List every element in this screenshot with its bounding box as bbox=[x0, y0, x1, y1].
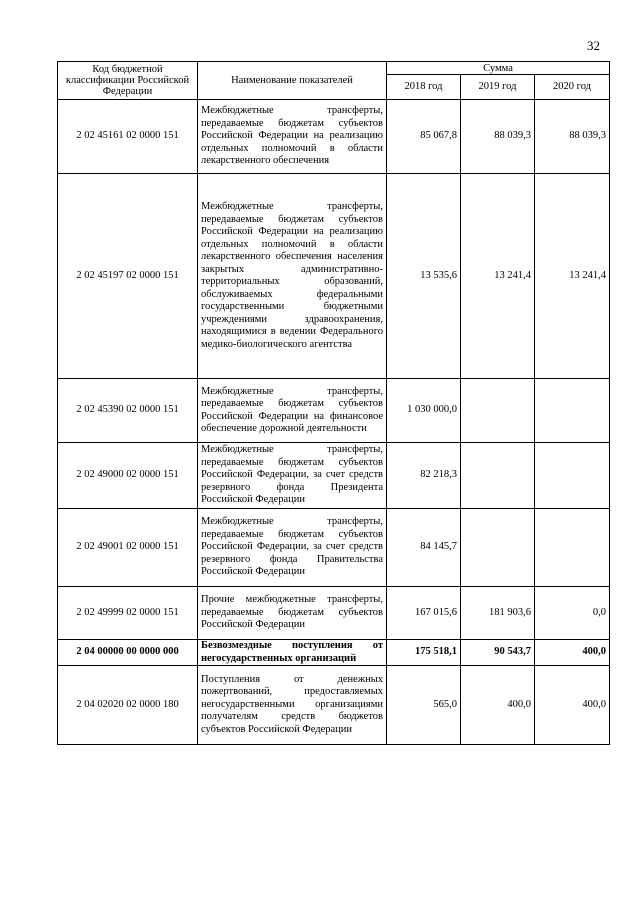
row-name: Межбюджетные трансферты, передаваемые бюджетам субъектов Российской Федерации на реализацию отдельных полномочий в области лекарственного обеспечения bbox=[198, 100, 387, 174]
row-value-2020 bbox=[535, 509, 610, 587]
row-name: Межбюджетные трансферты, передаваемые бюджетам субъектов Российской Федерации, за счет средств резервного фонда Правительства Российской Федерации bbox=[198, 509, 387, 587]
row-value-2020 bbox=[535, 443, 610, 509]
row-value-2019 bbox=[461, 509, 535, 587]
row-code: 2 02 49000 02 0000 151 bbox=[58, 443, 198, 509]
row-code: 2 02 45197 02 0000 151 bbox=[58, 174, 198, 379]
row-value-2020 bbox=[535, 379, 610, 443]
row-value-2019: 90 543,7 bbox=[461, 640, 535, 666]
header-year-2020: 2020 год bbox=[535, 75, 610, 100]
table-row bbox=[58, 100, 610, 174]
row-value-2020: 400,0 bbox=[535, 640, 610, 666]
row-code: 2 04 02020 02 0000 180 bbox=[58, 666, 198, 745]
row-value-2018: 85 067,8 bbox=[387, 100, 461, 174]
row-value-2020: 0,0 bbox=[535, 587, 610, 640]
row-name: Межбюджетные трансферты, передаваемые бюджетам субъектов Российской Федерации на реализацию отдельных полномочий в области лекарственного обеспечения населения закрытых административно-территориальных образований, обслуживаемых федеральными государственными бюджетными учреждениями здравоохранения, находящимися в ведении Федерального медико-биологического агентства bbox=[198, 174, 387, 379]
row-value-2019 bbox=[461, 443, 535, 509]
row-value-2018: 82 218,3 bbox=[387, 443, 461, 509]
row-code: 2 02 45390 02 0000 151 bbox=[58, 379, 198, 443]
row-code: 2 02 49001 02 0000 151 bbox=[58, 509, 198, 587]
row-value-2018: 13 535,6 bbox=[387, 174, 461, 379]
row-name: Безвозмездные поступления от негосударственных организаций bbox=[198, 640, 387, 666]
page-number: 32 bbox=[587, 38, 600, 53]
header-code: Код бюджетной классификации Российской Федерации bbox=[58, 62, 198, 100]
row-value-2020: 13 241,4 bbox=[535, 174, 610, 379]
row-code: 2 02 45161 02 0000 151 bbox=[58, 100, 198, 174]
row-value-2018: 565,0 bbox=[387, 666, 461, 745]
table-row bbox=[58, 587, 610, 640]
row-name: Прочие межбюджетные трансферты, передаваемые бюджетам субъектов Российской Федерации bbox=[198, 587, 387, 640]
row-value-2020: 400,0 bbox=[535, 666, 610, 745]
row-code: 2 04 00000 00 0000 000 bbox=[58, 640, 198, 666]
row-name: Межбюджетные трансферты, передаваемые бюджетам субъектов Российской Федерации на финансовое обеспечение дорожной деятельности bbox=[198, 379, 387, 443]
header-sum: Сумма bbox=[387, 62, 610, 75]
row-value-2018: 167 015,6 bbox=[387, 587, 461, 640]
table-row bbox=[58, 509, 610, 587]
row-value-2019: 400,0 bbox=[461, 666, 535, 745]
header-year-2018: 2018 год bbox=[387, 75, 461, 100]
row-value-2019 bbox=[461, 379, 535, 443]
row-value-2018: 84 145,7 bbox=[387, 509, 461, 587]
row-code: 2 02 49999 02 0000 151 bbox=[58, 587, 198, 640]
table-row bbox=[58, 443, 610, 509]
header-year-2019: 2019 год bbox=[461, 75, 535, 100]
table-row bbox=[58, 174, 610, 379]
table-row-total bbox=[58, 640, 610, 666]
row-name: Межбюджетные трансферты, передаваемые бюджетам субъектов Российской Федерации, за счет средств резервного фонда Президента Российской Федерации bbox=[198, 443, 387, 509]
row-value-2018: 175 518,1 bbox=[387, 640, 461, 666]
row-name: Поступления от денежных пожертвований, предоставляемых негосударственными организациями получателям средств бюджетов субъектов Российской Федерации bbox=[198, 666, 387, 745]
row-value-2019: 88 039,3 bbox=[461, 100, 535, 174]
table-row bbox=[58, 666, 610, 745]
header-name: Наименование показателей bbox=[198, 62, 387, 100]
row-value-2020: 88 039,3 bbox=[535, 100, 610, 174]
budget-revenue-table bbox=[57, 61, 610, 745]
row-value-2019: 181 903,6 bbox=[461, 587, 535, 640]
row-value-2019: 13 241,4 bbox=[461, 174, 535, 379]
table-row bbox=[58, 379, 610, 443]
row-value-2018: 1 030 000,0 bbox=[387, 379, 461, 443]
